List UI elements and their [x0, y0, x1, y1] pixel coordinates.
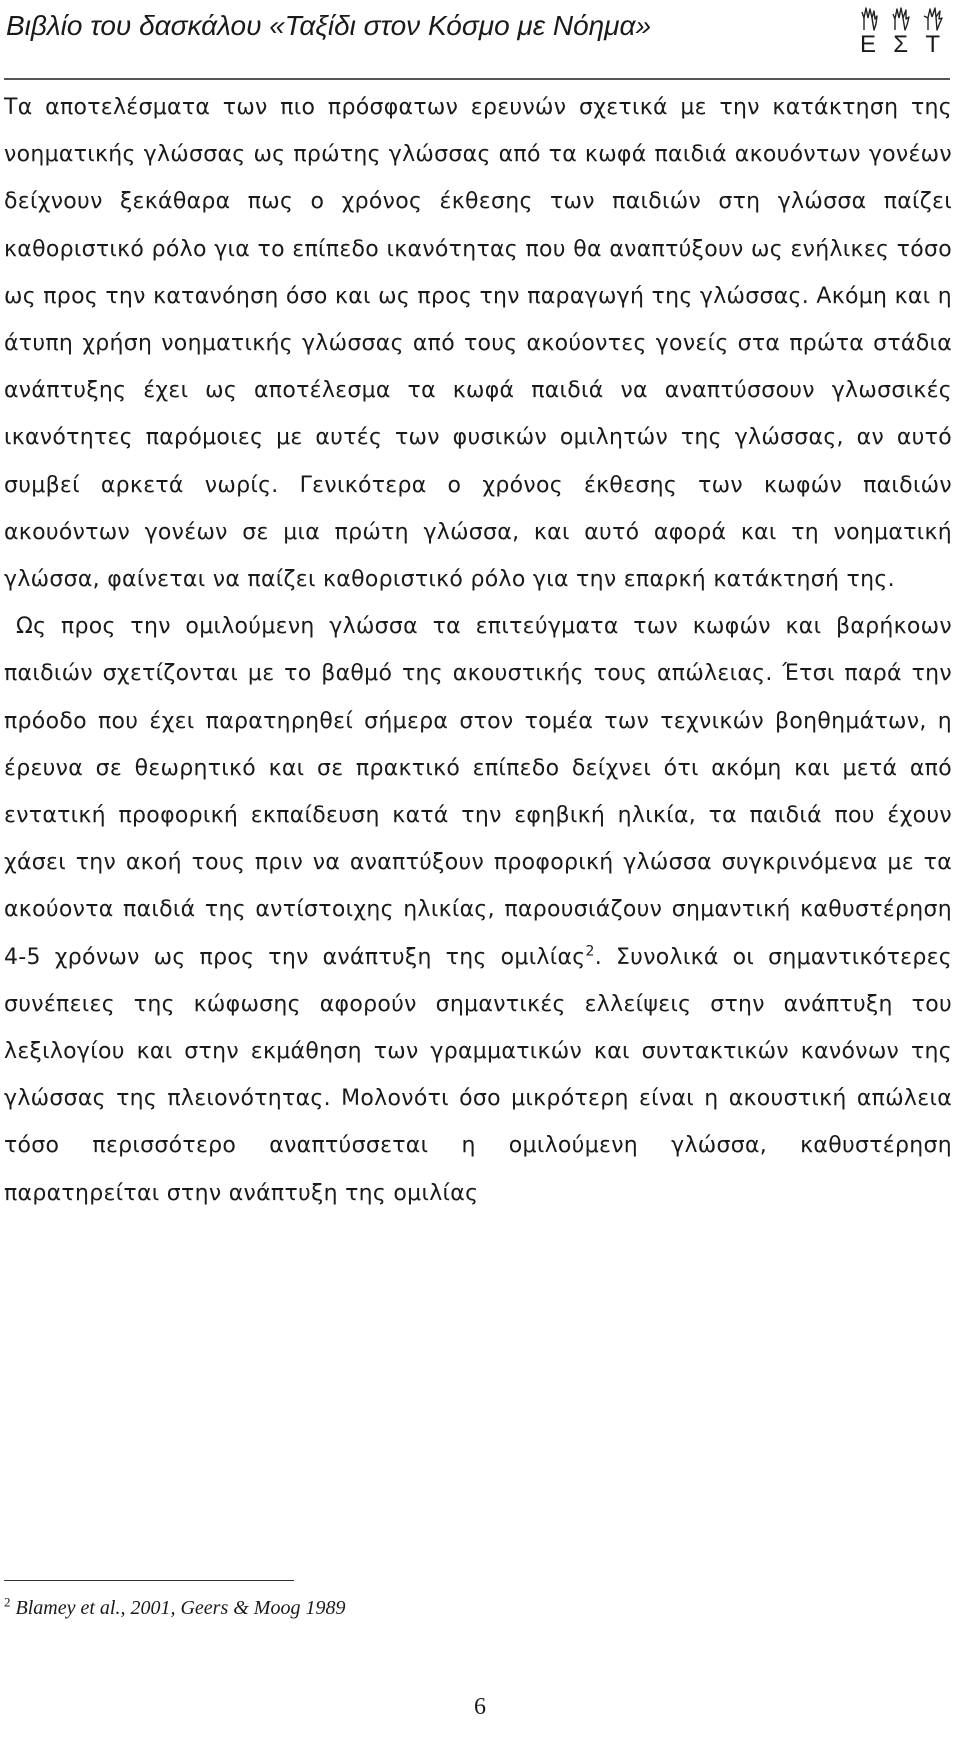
footnote-text: Blamey et al., 2001, Geers & Moog 1989 — [10, 1597, 346, 1619]
logo-hands — [850, 6, 946, 32]
page-header — [6, 6, 946, 64]
paragraph-text: Τα αποτελέσματα των πιο πρόσφατων ερευνών σχετικά με την κατάκτηση της νοηματικής γλώσσας ως πρώτης γλώσσας από τα κωφά παιδιά ακουόντων γονέων δείχνουν ξεκάθαρα πως ο χρόνος έκθεσης των παιδιών στη γλώσσα παίζει καθοριστικό ρόλο για το επίπεδο ικανότητας που θα αναπτύξουν ως ενήλικες τόσο ως προς την κατανόηση όσο και ως προς την παραγωγή της γλώσσας. Ακόμη και η άτυπη χρήση νοηματικής γλώσσας από τους ακούοντες γονείς στα πρώτα στάδια ανάπτυξης έχει ως αποτέλεσμα τα κωφά παιδιά να αναπτύσσουν γλωσσικές ικανότητες παρόμοιες με αυτές των φυσικών ομιλητών της γλώσσας, αν αυτό συμβεί αρκετά νωρίς. Γενικότερα ο χρόνος έκθεσης των κωφών παιδιών ακουόντων γονέων σε μια πρώτη γλώσσα, και αυτό αφορά και τη νοηματική γλώσσα, φαίνεται να παίζει καθοριστικό ρόλο για την επαρκή κατάκτησή της. — [4, 95, 952, 593]
header-divider — [4, 78, 950, 80]
page-number: 6 — [474, 1694, 486, 1720]
main-text — [4, 84, 952, 1217]
logo-letters — [850, 30, 946, 60]
logo-letter: Τ — [925, 31, 940, 58]
est-logo — [850, 6, 946, 64]
hand-sign-icon — [890, 6, 914, 32]
footnote-divider — [4, 1580, 294, 1581]
footnote-reference[interactable]: 2 — [585, 943, 595, 960]
paragraph — [4, 84, 952, 603]
hand-sign-icon — [858, 6, 882, 32]
hand-sign-icon — [922, 6, 946, 32]
paragraph — [4, 603, 952, 1217]
logo-letter: Σ — [893, 31, 909, 58]
footnote — [4, 1594, 345, 1622]
footnote-mark: 2 — [4, 1594, 11, 1610]
paragraph-text: Ως προς την ομιλούμενη γλώσσα τα επιτεύγματα των κωφών και βαρήκοων παιδιών σχετίζονται με το βαθμό της ακουστικής τους απώλειας. Έτσι παρά την πρόοδο που έχει παρατηρηθεί σήμερα στον τομέα των τεχνικών βοηθημάτων, η έρευνα σε θεωρητικό και σε πρακτικό επίπεδο δείχνει ότι ακόμη και μετά από εντατική προφορική εκπαίδευση κατά την εφηβική ηλικία, τα παιδιά που έχουν χάσει την ακοή τους πριν να αναπτύξουν προφορική γλώσσα συγκρινόμενα με τα ακούοντα παιδιά της αντίστοιχης ηλικίας, παρουσιάζουν σημαντική καθυστέρηση 4-5 χρόνων ως προς την ανάπτυξη της ομιλίας — [4, 614, 952, 970]
header-title: Βιβλίο του δασκάλου «Ταξίδι στον Κόσμο με Νόημα» — [6, 10, 652, 41]
paragraph-text: . Συνολικά οι σημαντικότερες συνέπειες της κώφωσης αφορούν σημαντικές ελλείψεις στην ανάπτυξη του λεξιλογίου και στην εκμάθηση των γραμματικών και συντακτικών κανόνων της γλώσσας της πλειονότητας. Μολονότι όσο μικρότερη είναι η ακουστική απώλεια τόσο περισσότερο αναπτύσσεται η ομιλούμενη γλώσσα, καθυστέρηση παρατηρείται στην ανάπτυξη της ομιλίας — [4, 944, 952, 1206]
logo-letter: Ε — [860, 31, 877, 58]
